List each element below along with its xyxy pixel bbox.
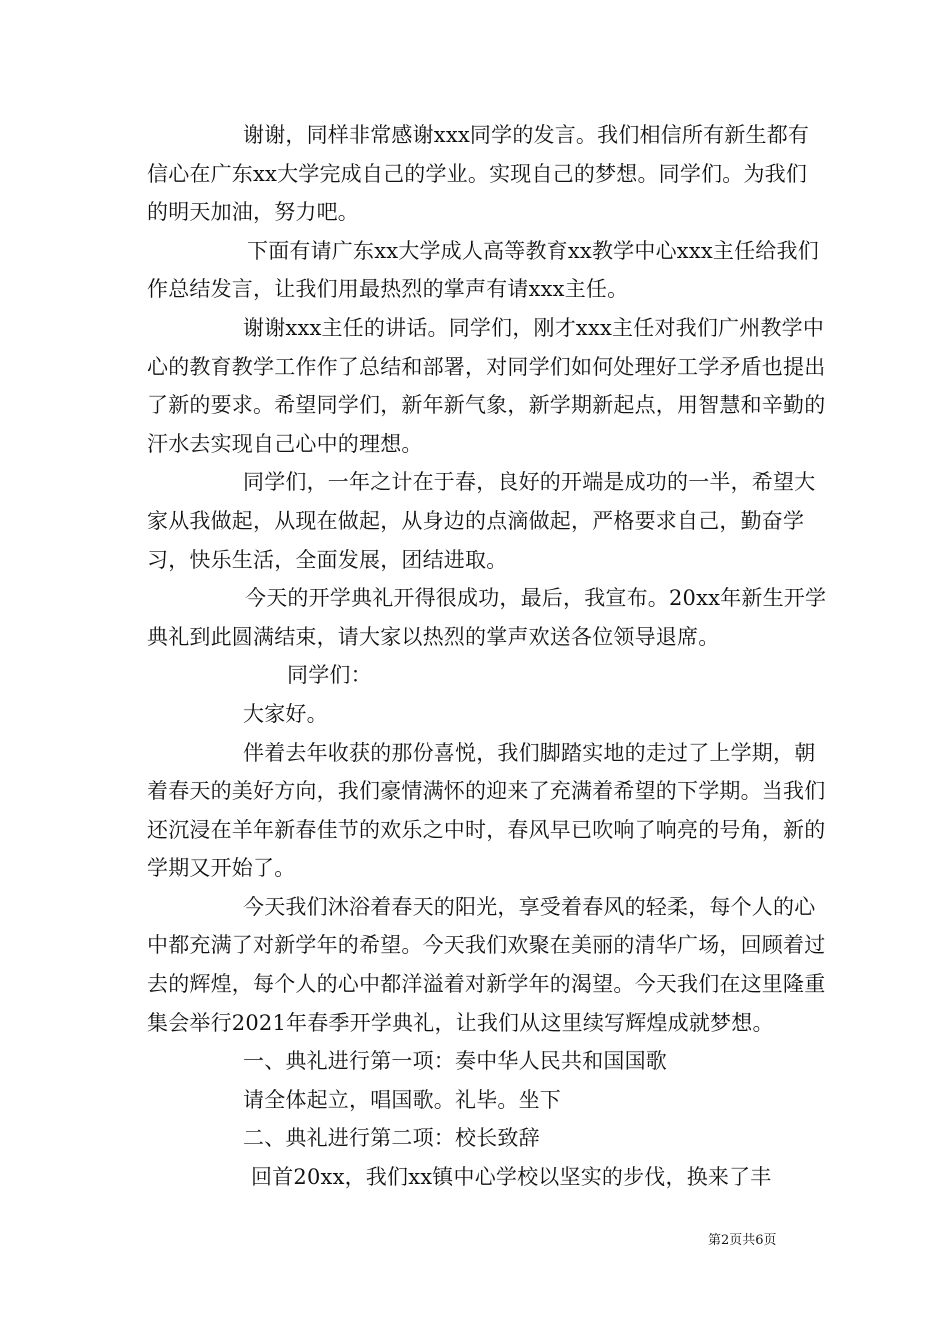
paragraph-thanks-director: 谢谢xxx主任的讲话。同学们，刚才xxx主任对我们广州教学中心的教育教学工作作了总结和部署，对同学们如何处理好工学矛盾也提出了新的要求。希望同学们，新年新气象，新学期新起点，用智慧和辛勤的汗水去实现自己心中的理想。: [147, 315, 826, 456]
page-number-footer: 第2页共6页: [708, 1233, 777, 1248]
paragraph-stand-up: 请全体起立，唱国歌。礼毕。坐下: [243, 1087, 561, 1112]
paragraph-invite-director: 下面有请广东xx大学成人高等教育xx教学中心xxx主任给我们作总结发言，让我们用最热烈的掌声有请xxx主任。: [147, 238, 819, 302]
paragraph-spring-sunshine: 今天我们沐浴着春天的阳光，享受着春风的轻柔，每个人的心中都充满了对新学年的希望。今天我们欢聚在美丽的清华广场，回顾着过去的辉煌，每个人的心中都洋溢着对新学年的渴望。今天我们在这里隆重集会举行2021年春季开学典礼，让我们从这里续写辉煌成就梦想。: [147, 894, 826, 1035]
paragraph-thanks-student: 谢谢，同样非常感谢xxx同学的发言。我们相信所有新生都有信心在广东xx大学完成自己的学业。实现自己的梦想。同学们。为我们的明天加油，努力吧。: [147, 123, 810, 225]
paragraph-hello-all: 大家好。: [243, 701, 328, 726]
paragraph-item-one: 一、典礼进行第一项：奏中华人民共和国国歌: [243, 1049, 667, 1074]
paragraph-spring-plan: 同学们，一年之计在于春，良好的开端是成功的一半，希望大家从我做起，从现在做起，从身边的点滴做起，严格要求自己，勤奋学习，快乐生活，全面发展，团结进取。: [147, 470, 816, 572]
paragraph-item-two: 二、典礼进行第二项：校长致辞: [243, 1126, 540, 1151]
paragraph-ceremony-end: 今天的开学典礼开得很成功，最后，我宣布。20xx年新生开学典礼到此圆满结束，请大家以热烈的掌声欢送各位领导退席。: [147, 586, 827, 649]
paragraph-look-back: 回首20xx，我们xx镇中心学校以坚实的步伐，换来了丰: [251, 1165, 772, 1190]
paragraph-greeting-students: 同学们：: [287, 663, 372, 688]
paragraph-new-semester: 伴着去年收获的那份喜悦，我们脚踏实地的走过了上学期，朝着春天的美好方向，我们豪情满怀的迎来了充满着希望的下学期。当我们还沉浸在羊年新春佳节的欢乐之中时，春风早已吹响了响亮的号角，新的学期又开始了。: [147, 740, 826, 881]
document-body: [147, 116, 827, 1197]
